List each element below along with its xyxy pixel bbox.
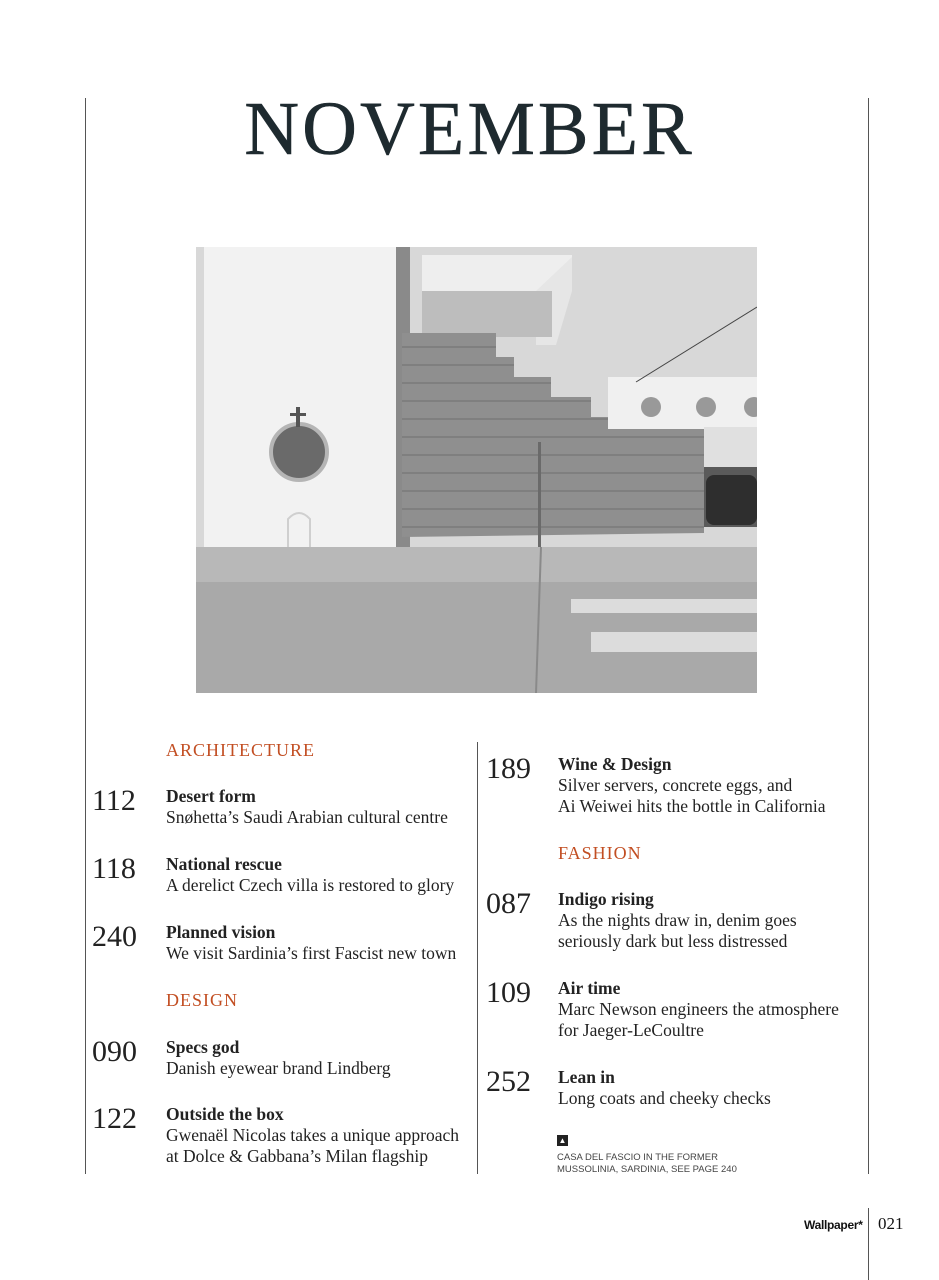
- entry-description: at Dolce & Gabbana’s Milan flagship: [166, 1146, 428, 1166]
- page-title: NOVEMBER: [244, 87, 695, 171]
- entry-description: Silver servers, concrete eggs, and: [558, 775, 793, 795]
- page-number: 118: [92, 852, 136, 885]
- page-number: 087: [486, 887, 531, 920]
- page-number: 252: [486, 1065, 531, 1098]
- caption-line: MUSSOLINIA, SARDINIA, SEE PAGE 240: [557, 1164, 737, 1175]
- entry-description: As the nights draw in, denim goes: [558, 910, 797, 930]
- entry-description: Ai Weiwei hits the bottle in California: [558, 796, 826, 816]
- entry-headline: Indigo rising: [558, 889, 654, 909]
- entry-headline: Lean in: [558, 1067, 615, 1087]
- entry-description: for Jaeger-LeCoultre: [558, 1020, 704, 1040]
- entry-headline: Desert form: [166, 786, 256, 806]
- arrow-up-icon: ▲: [558, 1136, 567, 1145]
- page-number: 189: [486, 752, 531, 785]
- entry-headline: Wine & Design: [558, 754, 672, 774]
- entry-description: We visit Sardinia’s first Fascist new town: [166, 943, 457, 963]
- entry-headline: Planned vision: [166, 922, 276, 942]
- section-heading-design: DESIGN: [166, 990, 238, 1010]
- footer-divider-rule: [868, 1208, 869, 1280]
- right-margin-rule: [868, 98, 869, 1174]
- entry-description: A derelict Czech villa is restored to glory: [166, 875, 455, 895]
- entry-description: Long coats and cheeky checks: [558, 1088, 771, 1108]
- page-number: 112: [92, 784, 136, 817]
- entry-headline: National rescue: [166, 854, 282, 874]
- brand-logo: Wallpaper*: [804, 1218, 863, 1232]
- entry-description: Gwenaël Nicolas takes a unique approach: [166, 1125, 460, 1145]
- entry-description: seriously dark but less distressed: [558, 931, 788, 951]
- section-heading-architecture: ARCHITECTURE: [166, 740, 315, 760]
- entry-description: Snøhetta’s Saudi Arabian cultural centre: [166, 807, 448, 827]
- column-divider-rule: [477, 742, 478, 1174]
- page-folio: 021: [878, 1214, 904, 1233]
- caption-line: CASA DEL FASCIO IN THE FORMER: [557, 1152, 719, 1163]
- entry-description: Marc Newson engineers the atmosphere: [558, 999, 839, 1019]
- page-number: 240: [92, 920, 137, 953]
- entry-description: Danish eyewear brand Lindberg: [166, 1058, 391, 1078]
- left-margin-rule: [85, 98, 86, 1174]
- page-number: 122: [92, 1102, 137, 1135]
- page-number: 090: [92, 1035, 137, 1068]
- entry-headline: Outside the box: [166, 1104, 284, 1124]
- feature-photo[interactable]: [196, 247, 757, 693]
- page-number: 109: [486, 976, 531, 1009]
- entry-headline: Specs god: [166, 1037, 240, 1057]
- section-heading-fashion: FASHION: [558, 843, 642, 863]
- entry-headline: Air time: [558, 978, 621, 998]
- photo-caption: [557, 1135, 737, 1176]
